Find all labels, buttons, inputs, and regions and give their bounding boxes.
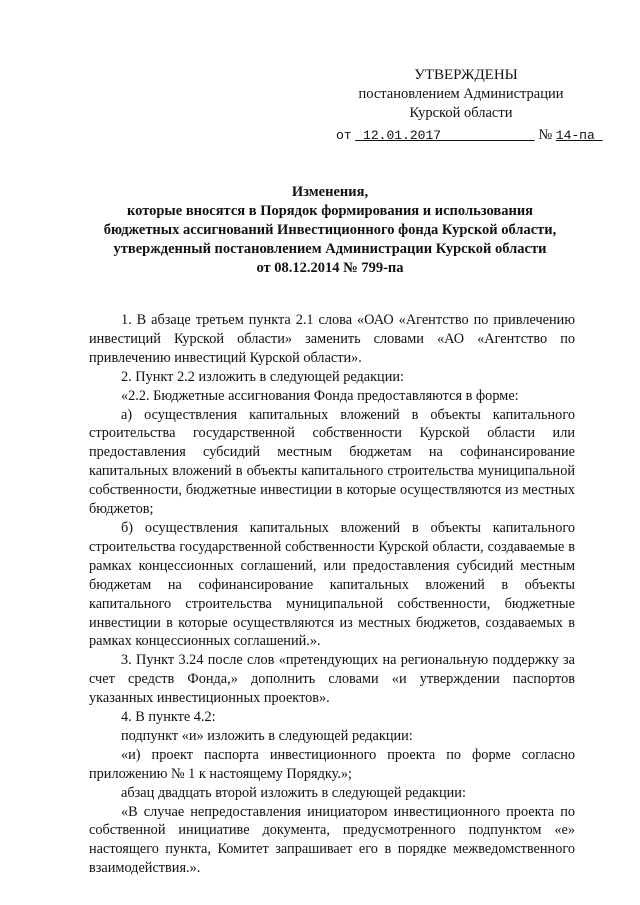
approval-title: УТВЕРЖДЕНЫ (414, 67, 518, 83)
heading-line: от 08.12.2014 № 799-па (256, 260, 404, 276)
approval-date: 12.01.2017 (363, 128, 442, 143)
paragraph: а) осуществления капитальных вложений в объекты капитального строительства государственной собственности Курской области или предоставления субсидий местным бюджетам на софинансирование капитальных вложений в объекты капитального строительства муниципальной собственности, бюджетные инвестиции в которые осуществляются из местных бюджетов; (89, 406, 575, 518)
approval-region: Курской области (409, 105, 513, 121)
approval-date-line (336, 126, 595, 145)
paragraph: б) осуществления капитальных вложений в объекты капитального строительства государственной собственности Курской области, создаваемые в рамках концессионных соглашений, или предоставления субсидий местным бюджетам на софинансирование капитальных вложений в объекты капитального строительства муниципальной собственности, бюджетные инвестиции в которые осуществляются из местных бюджетов, создаваемых в рамках концессионных соглашений.». (89, 519, 575, 650)
heading-line: Изменения, (291, 184, 369, 200)
heading-line: бюджетных ассигнований Инвестиционного фонда Курской области, (103, 222, 557, 238)
number-prefix: № (538, 127, 553, 143)
approval-issuer: постановлением Администрации (358, 86, 564, 102)
paragraph: 4. В пункте 4.2: (121, 709, 216, 726)
date-prefix: от (336, 128, 352, 143)
paragraph: 3. Пункт 3.24 после слов «претендующих на региональную поддержку за счет средств Фонда,» дополнить словами «и утверждении паспортов указанных инвестиционных проектов». (89, 652, 575, 707)
approval-stamp (336, 66, 595, 145)
heading-line: утвержденный постановлением Администрации Курской области (113, 241, 547, 257)
document-heading (80, 183, 580, 278)
paragraph: «2.2. Бюджетные ассигнования Фонда предоставляются в форме: (121, 387, 519, 404)
paragraph: «В случае непредоставления инициатором инвестиционного проекта по собственной инициативе документа, предусмотренного подпунктом «е» настоящего пункта, Комитет запрашивает его в порядке межведомственного взаимодействия.». (89, 803, 575, 877)
document-body (89, 311, 575, 878)
paragraph: подпункт «и» изложить в следующей редакции: (121, 727, 413, 744)
approval-number: 14-па (555, 128, 595, 143)
paragraph: 2. Пункт 2.2 изложить в следующей редакции: (121, 368, 404, 385)
paragraph: «и) проект паспорта инвестиционного проекта по форме согласно приложению № 1 к настоящему Порядку.»; (89, 746, 575, 782)
paragraph: абзац двадцать второй изложить в следующей редакции: (121, 784, 466, 801)
paragraph: 1. В абзаце третьем пункта 2.1 слова «ОАО «Агентство по привлечению инвестиций Курской области» заменить словами «АО «Агентство по привлечению инвестиций Курской области». (89, 312, 575, 366)
heading-line: которые вносятся в Порядок формирования и использования (126, 203, 534, 219)
